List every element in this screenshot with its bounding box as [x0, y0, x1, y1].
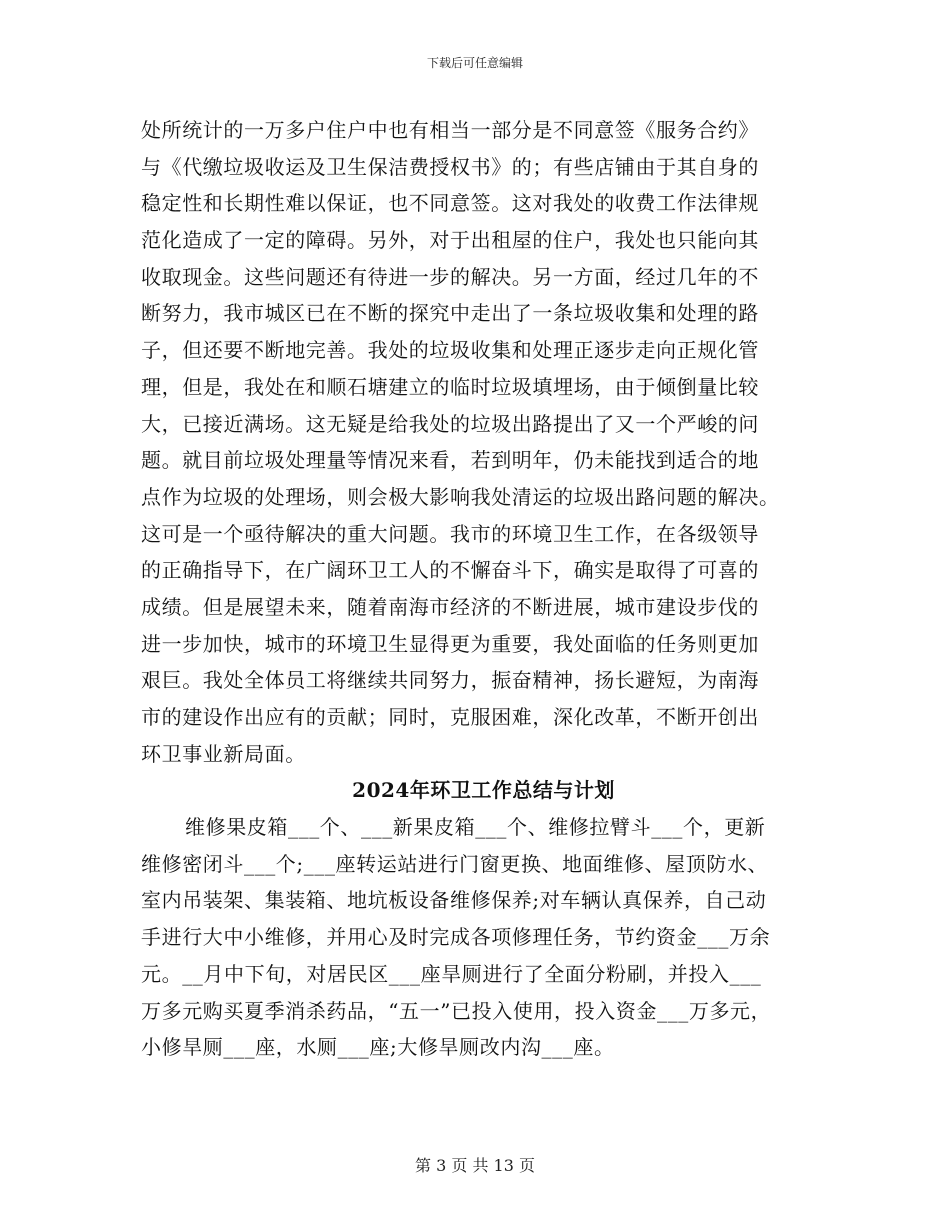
text-line: 大，已接近满场。这无疑是给我处的垃圾出路提出了又一个严峻的问 — [141, 411, 759, 436]
text-line: 题。就目前垃圾处理量等情况来看，若到明年，仍未能找到适合的地 — [141, 448, 759, 473]
text-line: 断努力，我市城区已在不断的探究中走出了一条垃圾收集和处理的路 — [141, 301, 759, 326]
text-line: 成绩。但是展望未来，随着南海市经济的不断进展，城市建设步伐的 — [141, 594, 759, 619]
text-line: 的正确指导下，在广阔环卫工人的不懈奋斗下，确实是取得了可喜的 — [141, 558, 759, 583]
text-line: 进一步加快，城市的环境卫生显得更为重要，我处面临的任务则更加 — [141, 631, 759, 656]
section-title: 2024年环卫工作总结与计划 — [352, 778, 615, 803]
text-line: 范化造成了一定的障碍。另外，对于出租屋的住户，我处也只能向其 — [141, 228, 759, 253]
text-line: 子，但还要不断地完善。我处的垃圾收集和处理正逐步走向正规化管 — [141, 338, 759, 363]
text-line: 小修旱厕___座，水厕___座;大修旱厕改内沟___座。 — [141, 1035, 615, 1060]
document-body — [141, 112, 826, 1066]
text-line: 手进行大中小维修，并用心及时完成各项修理任务，节约资金___万余 — [141, 925, 771, 950]
text-line: 这可是一个亟待解决的重大问题。我市的环境卫生工作，在各级领导 — [141, 521, 759, 546]
paragraph-plan — [141, 809, 826, 1066]
text-line: 室内吊装架、集装箱、地坑板设备维修保养;对车辆认真保养，自己动 — [141, 888, 767, 913]
text-line: 元。__月中下旬，对居民区___座旱厕进行了全面分粉刷，并投入___ — [141, 961, 762, 986]
text-line: 万多元购买夏季消杀药品，“五一”已投入使用，投入资金___万多元， — [141, 998, 772, 1023]
text-line: 收取现金。这些问题还有待进一步的解决。另一方面，经过几年的不 — [141, 264, 759, 289]
text-line: 点作为垃圾的处理场，则会极大影响我处清运的垃圾出路问题的解决。 — [141, 484, 780, 509]
text-line: 理，但是，我处在和顺石塘建立的临时垃圾填埋场，由于倾倒量比较 — [141, 374, 759, 399]
text-line: 市的建设作出应有的贡献；同时，克服困难，深化改革，不断开创出 — [141, 705, 759, 729]
page-number: 第 3 页 共 13 页 — [415, 1156, 535, 1175]
text-line: 维修密闭斗___个;___座转运站进行门窗更换、地面维修、屋顶防水、 — [141, 851, 769, 876]
paragraph-continuation — [141, 112, 826, 772]
text-line: 稳定性和长期性难以保证，也不同意签。这对我处的收费工作法律规 — [141, 191, 759, 216]
text-line: 与《代缴垃圾收运及卫生保洁费授权书》的；有些店铺由于其自身的 — [141, 154, 759, 179]
text-line: 艰巨。我处全体员工将继续共同努力，振奋精神，扬长避短，为南海 — [141, 668, 759, 693]
text-line: 维修果皮箱___个、___新果皮箱___个、维修拉臂斗___个，更新 — [185, 815, 766, 840]
text-line: 环卫事业新局面。 — [141, 741, 306, 766]
text-line: 处所统计的一万多户住户中也有相当一部分是不同意签《服务合约》 — [141, 118, 759, 142]
header-note: 下载后可任意编辑 — [426, 56, 523, 70]
